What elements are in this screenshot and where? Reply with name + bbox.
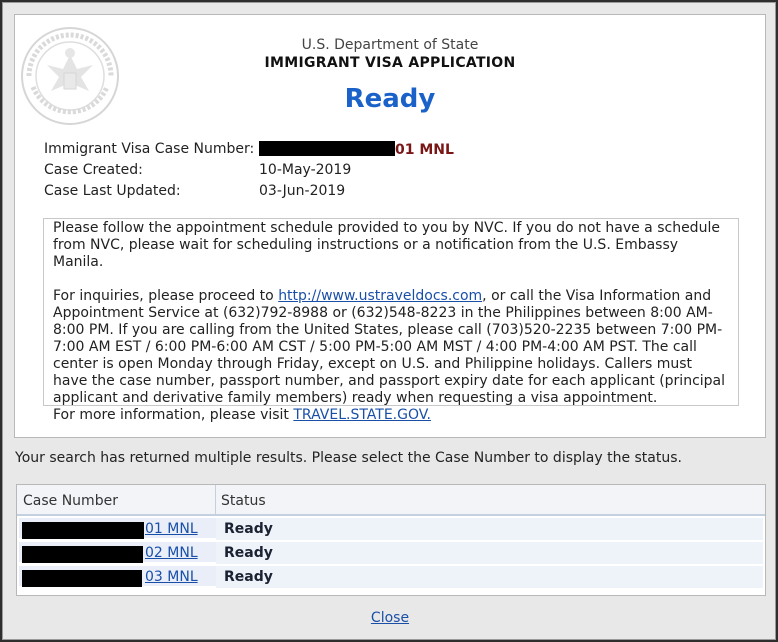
redacted-case-number [22, 570, 142, 587]
notice-paragraph-more-info: For more information, please visit TRAVEL.STATE.GOV. [53, 407, 431, 423]
redacted-case-number [22, 546, 143, 563]
row-status: Ready [224, 569, 273, 585]
column-header-status: Status [221, 493, 266, 509]
redacted-case-number [259, 141, 395, 156]
table-row[interactable] [19, 518, 763, 540]
case-created-label: Case Created: [44, 162, 143, 178]
case-number-value [259, 141, 454, 158]
case-status-dialog [2, 2, 776, 640]
case-updated-label: Case Last Updated: [44, 183, 181, 199]
notice-box [43, 218, 739, 423]
case-number-suffix: 01 MNL [395, 142, 454, 158]
close-link-wrapper [3, 610, 777, 626]
results-table-header [17, 485, 765, 516]
column-header-case-number: Case Number [23, 493, 118, 509]
close-button[interactable]: Close [370, 610, 410, 626]
search-result-message: Your search has returned multiple results. Please select the Case Number to display the status. [15, 450, 682, 466]
results-table [16, 484, 766, 596]
case-number-label: Immigrant Visa Case Number: [44, 141, 255, 157]
notice-paragraph-inquiries: For inquiries, please proceed to http://www.ustraveldocs.com, or call the Visa Information and Appointment Service at (632)792-8988 or (632)548-8223 in the Philippines between 8:00 AM-8:00 PM. If you are calling from the United States, please call (703)520-2235 between 7:00 PM-7:00 AM EST / 6:00 PM-6:00 AM CST / 5:00 PM-5:00 AM MST / 4:00 PM-4:00 AM PST. The call center is open Monday through Friday, except on U.S. and Philippine holidays. Callers must have the case number, passport number, and passport expiry date for each applicant (principal applicant and derivative family members) ready when requesting a visa appointment. [53, 288, 726, 406]
table-row[interactable] [19, 542, 763, 564]
ustraveldocs-link[interactable]: http://www.ustraveldocs.com [278, 288, 483, 304]
case-summary-panel [14, 14, 766, 438]
application-title: IMMIGRANT VISA APPLICATION [264, 55, 516, 71]
case-updated-value: 03-Jun-2019 [259, 183, 346, 199]
travel-state-gov-link[interactable]: TRAVEL.STATE.GOV. [293, 407, 431, 423]
row-status: Ready [224, 545, 273, 561]
case-created-value: 10-May-2019 [259, 162, 352, 178]
row-status: Ready [224, 521, 273, 537]
case-number-link[interactable]: 01 MNL [145, 521, 198, 537]
application-status: Ready [344, 84, 436, 114]
department-name: U.S. Department of State [301, 37, 479, 53]
notice-paragraph-schedule: Please follow the appointment schedule provided to you by NVC. If you do not have a schedule from NVC, please wait for scheduling instructions or a notification from the U.S. Embassy Manila. [53, 220, 720, 270]
case-number-link[interactable]: 02 MNL [145, 545, 198, 561]
case-number-link[interactable]: 03 MNL [145, 569, 198, 585]
table-row[interactable] [19, 566, 763, 588]
redacted-case-number [22, 522, 144, 539]
